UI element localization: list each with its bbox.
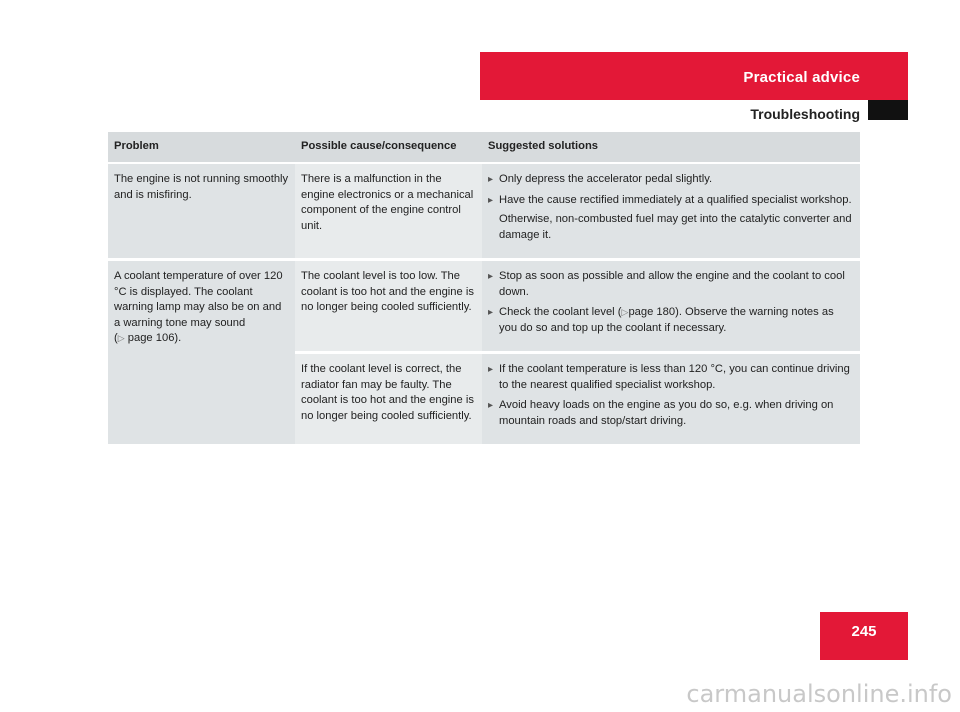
problem-text: A coolant temperature of over 120 °C is displayed. The coolant warning lamp may also be on and a warning tone may sound xyxy=(114,270,283,329)
page-number: 245 xyxy=(820,612,908,660)
cause-cell xyxy=(295,353,482,445)
triangle-right-icon: ▸ xyxy=(488,400,494,411)
troubleshooting-table xyxy=(108,132,860,444)
page-reference[interactable]: page 106). xyxy=(127,332,182,344)
header-problem: Problem xyxy=(108,132,295,163)
triangle-right-icon: ▸ xyxy=(488,271,494,282)
problem-cell: A coolant temperature of over 120 °C is displayed. The coolant warning lamp may also be on and a warning tone may sound (▷ page 106). xyxy=(108,260,295,445)
cause-cell xyxy=(295,163,482,260)
triangle-right-icon: ▸ xyxy=(488,194,494,206)
page-ref-arrow-icon: ▷ xyxy=(621,307,629,317)
solution-item xyxy=(488,398,854,429)
solution-text: Stop as soon as possible and allow the engine and the coolant to cool down. xyxy=(499,270,845,298)
subsection-title: Troubleshooting xyxy=(750,106,860,122)
section-tab-marker xyxy=(868,100,908,120)
triangle-right-icon: ▸ xyxy=(488,307,494,318)
solution-text: Have the cause rectified immediately at a qualified specialist workshop. xyxy=(499,193,852,206)
solution-note: Otherwise, non-combusted fuel may get into the catalytic converter and damage it. xyxy=(499,213,852,241)
table-header-row xyxy=(108,132,860,163)
table-row xyxy=(108,260,860,353)
problem-text: The engine is not running smoothly and is misfiring. xyxy=(114,173,289,201)
triangle-right-icon: ▸ xyxy=(488,174,494,185)
solution-item xyxy=(488,305,854,336)
header-solutions: Suggested solutions xyxy=(482,132,860,163)
solution-item xyxy=(488,362,854,393)
watermark: carmanualsonline.info xyxy=(686,680,952,708)
header-cause: Possible cause/consequence xyxy=(295,132,482,163)
solution-text: If the coolant temperature is less than 120 °C, you can continue driving to the nearest qualified specialist workshop. xyxy=(499,363,850,391)
triangle-right-icon: ▸ xyxy=(488,364,494,375)
solution-cell xyxy=(482,353,860,445)
page-ref-arrow-icon: ▷ xyxy=(117,333,125,343)
solution-text: Check the coolant level (▷page 180). Observe the warning notes as you do so and top up the coolant if necessary. xyxy=(499,306,834,334)
cause-text: There is a malfunction in the engine electronics or a mechanical component of the engine control unit. xyxy=(301,173,474,232)
solution-item xyxy=(488,269,854,300)
solution-text: Only depress the accelerator pedal slightly. xyxy=(499,173,713,185)
table-row xyxy=(108,163,860,260)
cause-cell xyxy=(295,260,482,353)
page-reference[interactable]: page 180). Observe the warning notes as you do so and top up the coolant if necessary. xyxy=(499,306,834,334)
cause-text: If the coolant level is correct, the radiator fan may be faulty. The coolant is too hot and the engine is no longer being cooled sufficiently. xyxy=(301,363,474,422)
cause-text: The coolant level is too low. The coolant is too hot and the engine is no longer being cooled sufficiently. xyxy=(301,270,474,313)
solution-cell xyxy=(482,163,860,260)
solution-text: Avoid heavy loads on the engine as you do so, e.g. when driving on mountain roads and stop/start driving. xyxy=(499,399,834,427)
solution-item xyxy=(488,193,854,209)
solution-item xyxy=(488,172,854,188)
section-header: Practical advice xyxy=(480,52,908,100)
solution-cell xyxy=(482,260,860,353)
problem-cell xyxy=(108,163,295,260)
